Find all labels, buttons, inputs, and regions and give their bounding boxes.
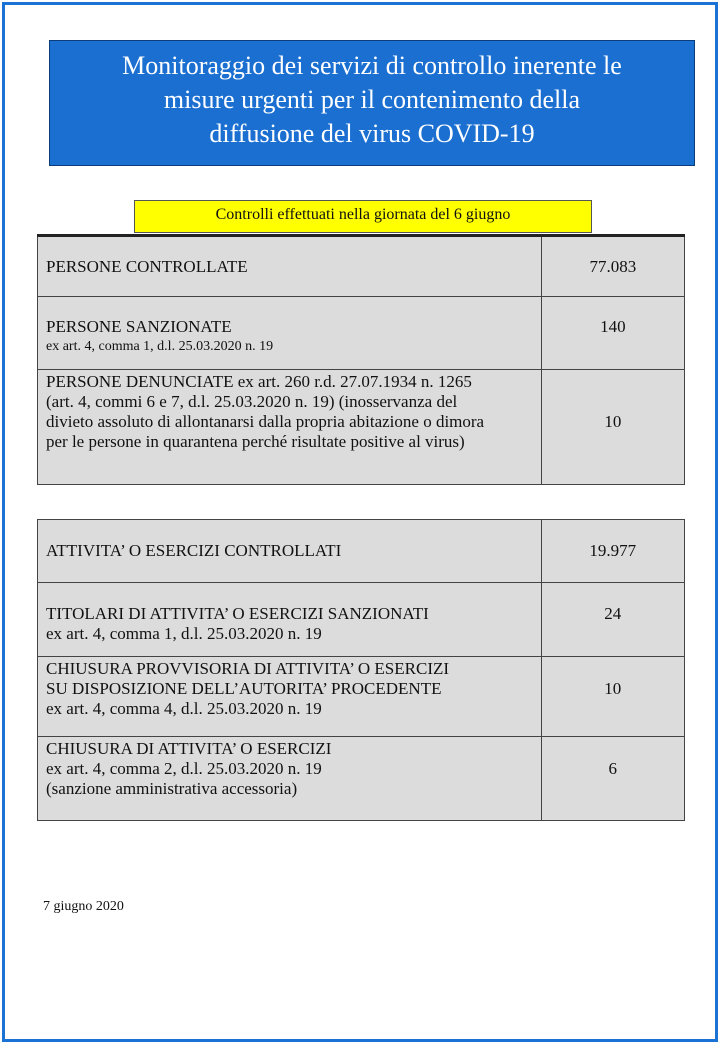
row-value: 24 [541,583,685,657]
row-line: SU DISPOSIZIONE DELL’AUTORITA’ PROCEDENTE [46,679,442,698]
table-row [38,737,685,821]
row-line: ex art. 4, comma 1, d.l. 25.03.2020 n. 19 [46,624,322,643]
row-line: CHIUSURA DI ATTIVITA’ O ESERCIZI [46,739,332,758]
row-note: ex art. 4, comma 1, d.l. 25.03.2020 n. 19 [46,339,274,354]
row-title: PERSONE CONTROLLATE [46,257,248,276]
subtitle-box: Controlli effettuati nella giornata del 6 giugno [134,200,592,233]
row-value: 10 [541,370,684,485]
title-banner [49,40,695,166]
table-row [38,520,685,583]
table-row [38,297,685,370]
row-line: (sanzione amministrativa accessoria) [46,779,298,798]
row-label [38,370,542,485]
row-value: 77.083 [541,236,684,297]
row-title: ATTIVITA’ O ESERCIZI CONTROLLATI [46,541,342,560]
row-line: (art. 4, commi 6 e 7, d.l. 25.03.2020 n. 19) (inosservanza del [46,392,458,411]
row-label [38,236,542,297]
row-value: 6 [541,737,685,821]
row-label [38,583,542,657]
row-value: 140 [541,297,684,370]
table-row [38,583,685,657]
document-date: 7 giugno 2020 [43,899,124,914]
row-label [38,520,542,583]
row-label [38,297,542,370]
persons-table [37,234,685,485]
row-line: CHIUSURA PROVVISORIA DI ATTIVITA’ O ESERCIZI [46,659,450,678]
row-value: 10 [541,657,685,737]
row-label [38,737,542,821]
row-line: TITOLARI DI ATTIVITA’ O ESERCIZI SANZIONATI [46,604,429,623]
row-value: 19.977 [541,520,685,583]
business-table [37,519,685,821]
table-row [38,657,685,737]
row-line: divieto assoluto di allontanarsi dalla propria abitazione o dimora [46,412,485,431]
row-title: PERSONE SANZIONATE [46,317,232,336]
row-label [38,657,542,737]
row-line: ex art. 4, comma 2, d.l. 25.03.2020 n. 19 [46,759,322,778]
row-line: ex art. 4, comma 4, d.l. 25.03.2020 n. 19 [46,699,322,718]
title-line-1: Monitoraggio dei servizi di controllo inerente le [122,51,622,80]
table-row [38,236,685,297]
table-row [38,370,685,485]
title-line-3: diffusione del virus COVID-19 [209,119,535,148]
row-line: per le persone in quarantena perché risultate positive al virus) [46,432,465,451]
title-line-2: misure urgenti per il contenimento della [163,85,581,114]
row-line: PERSONE DENUNCIATE ex art. 260 r.d. 27.07.1934 n. 1265 [46,372,472,391]
